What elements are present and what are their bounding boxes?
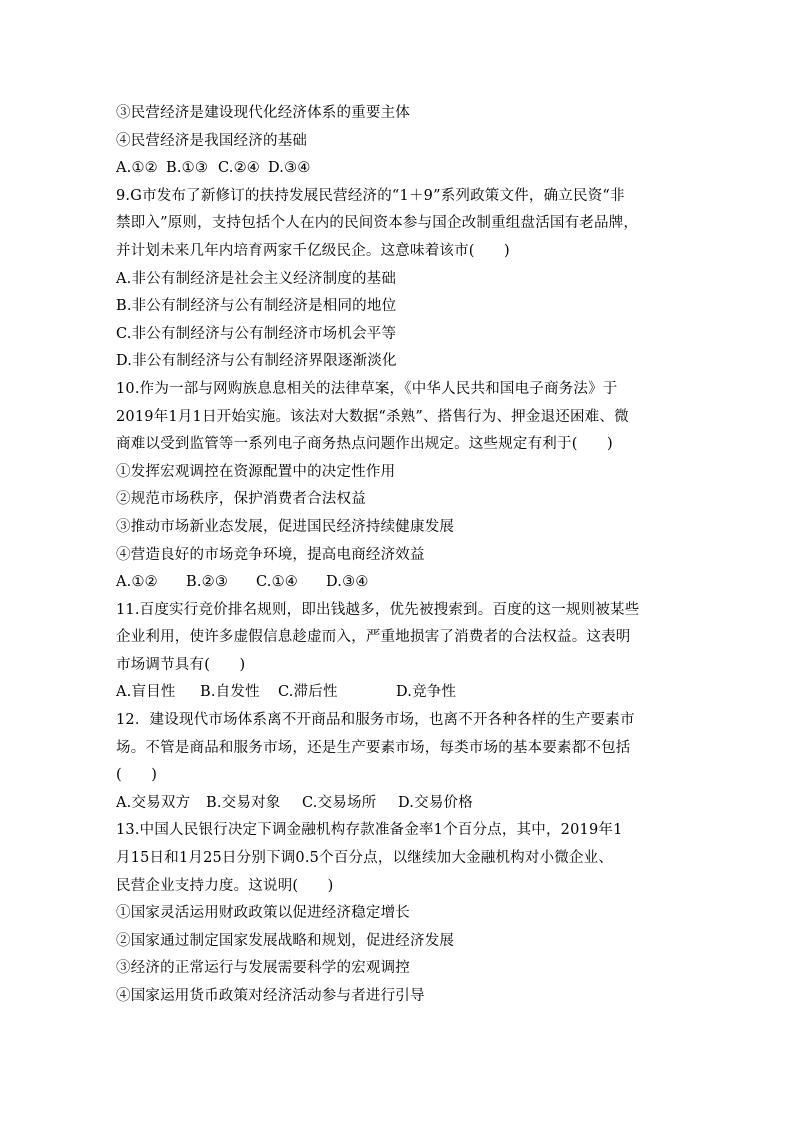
q12-option-b: B.交易对象 — [206, 794, 281, 811]
q10-stem-line-1: 10.作为一部与网购族息息相关的法律草案，《中华人民共和国电子商务法》于 — [116, 380, 618, 397]
q11-option-c: C.滞后性 — [278, 684, 338, 701]
q8-statement-4: ④民营经济是我国经济的基础 — [116, 132, 308, 149]
q13-statement-2: ②国家通过制定国家发展战略和规划，促进经济发展 — [116, 932, 455, 949]
q13-statement-1: ①国家灵活运用财政政策以促进经济稳定增长 — [116, 905, 410, 922]
exam-page — [116, 100, 696, 1011]
q9-stem-line-3: 并计划未来几年内培育两家千亿级民企。这意味着该市( ) — [116, 242, 510, 259]
q13-statement-3: ③经济的正常运行与发展需要科学的宏观调控 — [116, 960, 410, 977]
q13-stem-line-3: 民营企业支持力度。这说明( ) — [116, 877, 334, 894]
q12-option-c: C.交易场所 — [302, 794, 377, 811]
q10-option-b: B.②③ — [186, 574, 229, 591]
q8-options — [116, 155, 696, 183]
q10-option-a: A.①② — [116, 574, 158, 591]
q10-option-c: C.①④ — [256, 574, 298, 591]
q10-stem-line-3: 商难以受到监管等一系列电子商务热点问题作出规定。这些规定有利于( ) — [116, 436, 613, 453]
q11-stem-line-3: 市场调节具有( ) — [116, 656, 246, 673]
q12-stem-line-1: 12．建设现代市场体系离不开商品和服务市场，也离不开各种各样的生产要素市 — [116, 712, 635, 729]
q11-option-b: B.自发性 — [200, 684, 260, 701]
q11-stem-line-1: 11.百度实行竞价排名规则，即出钱越多，优先被搜索到。百度的这一规则被某些 — [116, 601, 640, 618]
q12-option-d: D.交易价格 — [398, 794, 473, 811]
q11-option-a: A.盲目性 — [116, 684, 176, 701]
q10-option-d: D.③④ — [326, 574, 369, 591]
q10-statement-3: ③推动市场新业态发展，促进国民经济持续健康发展 — [116, 518, 455, 535]
q11-stem-line-2: 企业利用，使许多虚假信息趁虚而入，严重地损害了消费者的合法权益。这表明 — [116, 629, 631, 646]
q11-option-d: D.竞争性 — [396, 684, 457, 701]
q9-stem-line-2: 禁即入”原则，支持包括个人在内的民间资本参与国企改制重组盘活国有老品牌， — [116, 215, 639, 232]
q9-option-a: A.非公有制经济是社会主义经济制度的基础 — [116, 270, 397, 287]
q8-option-a: A.①② — [116, 160, 158, 177]
q10-statement-4: ④营造良好的市场竞争环境，提高电商经济效益 — [116, 546, 425, 563]
q13-stem-line-2: 月15日和1月25日分别下调0.5个百分点，以继续加大金融机构对小微企业、 — [116, 850, 614, 867]
q10-statement-2: ②规范市场秩序，保护消费者合法权益 — [116, 491, 366, 508]
q10-options — [116, 569, 696, 597]
q8-option-b: B.①③ — [166, 160, 209, 177]
q10-stem-line-2: 2019年1月1日开始实施。该法对大数据“杀熟”、搭售行为、押金退还困难、微 — [116, 408, 629, 425]
q12-options — [116, 790, 696, 818]
q12-option-a: A.交易双方 — [116, 794, 191, 811]
q9-option-d: D.非公有制经济与公有制经济界限逐渐淡化 — [116, 353, 397, 370]
q13-stem-line-1: 13.中国人民银行决定下调金融机构存款准备金率1个百分点，其中，2019年1 — [116, 822, 623, 839]
q12-stem-line-2: 场。不管是商品和服务市场，还是生产要素市场，每类市场的基本要素都不包括 — [116, 739, 631, 756]
q8-statement-3: ③民营经济是建设现代化经济体系的重要主体 — [116, 105, 410, 121]
q10-statement-1: ①发挥宏观调控在资源配置中的决定性作用 — [116, 463, 396, 480]
q9-option-b: B.非公有制经济与公有制经济是相同的地位 — [116, 298, 397, 315]
q13-statement-4: ④国家运用货币政策对经济活动参与者进行引导 — [116, 988, 425, 1004]
q9-option-c: C.非公有制经济与公有制经济市场机会平等 — [116, 325, 397, 342]
q11-options — [116, 679, 696, 707]
q8-option-d: D.③④ — [268, 160, 311, 177]
q12-stem-line-3: ( ) — [116, 767, 158, 784]
q8-option-c: C.②④ — [218, 160, 260, 177]
q9-stem-line-1: 9.G市发布了新修订的扶持发展民营经济的“1＋9”系列政策文件，确立民资“非 — [116, 187, 625, 204]
